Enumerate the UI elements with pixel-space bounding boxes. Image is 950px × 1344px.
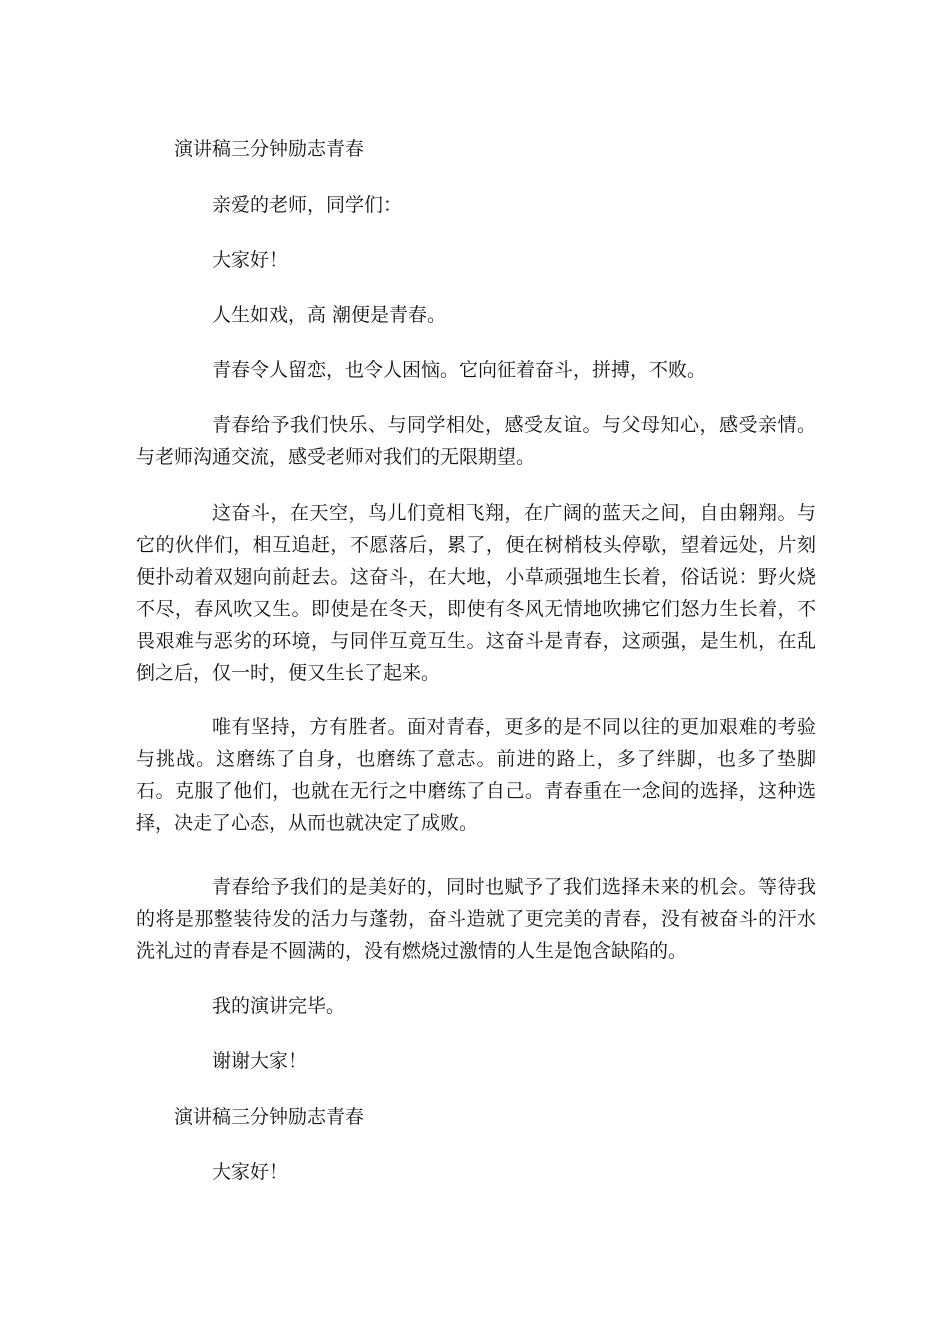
greeting-repeat: 大家好！ — [212, 1161, 289, 1183]
document-title-repeat: 演讲稿三分钟励志青春 — [174, 1106, 365, 1128]
paragraph-2: 青春令人留恋，也令人困恼。它向征着奋斗，拼搏，不败。 — [212, 359, 707, 381]
paragraph-1: 人生如戏，高 潮便是青春。 — [212, 304, 447, 326]
document-title: 演讲稿三分钟励志青春 — [174, 138, 365, 160]
thanks-line: 谢谢大家！ — [212, 1050, 308, 1072]
paragraph-5: 唯有坚持，方有胜者。面对青春，更多的是不同以往的更加艰难的考验与挑战。这磨练了自身，也磨练了意志。前进的路上，多了绊脚，也多了垫脚石。克服了他们，也就在无行之中磨练了自己。青春重在一念间的选择，这种选择，决走了心态，从而也就决定了成败。 — [136, 716, 816, 834]
paragraph-6: 青春给予我们的是美好的，同时也赋予了我们选择未来的机会。等待我的将是那整装待发的活力与蓬勃，奋斗造就了更完美的青春，没有被奋斗的汗水洗礼过的青春是不圆满的，没有燃烧过激情的人生是饱含缺陷的。 — [136, 876, 816, 962]
salutation: 亲爱的老师，同学们： — [212, 194, 403, 216]
paragraph-4: 这奋斗，在天空，鸟儿们竟相飞翔，在广阔的蓝天之间，自由翱翔。与它的伙伴们，相互追赶，不愿落后，累了，便在树梢枝头停歇，望着远处，片刻便扑动着双翅向前赶去。这奋斗，在大地，小草顽强地生长着，俗话说：野火烧不尽，春风吹又生。即使是在冬天，即使有冬风无情地吹拂它们怒力生长着，不畏艰难与恶劣的环境，与同伴互竟互生。这奋斗是青春，这顽强，是生机，在乱倒之后，仅一时，便又生长了起来。 — [136, 502, 816, 684]
paragraph-3: 青春给予我们快乐、与同学相处，感受友谊。与父母知心，感受亲情。与老师沟通交流，感受老师对我们的无限期望。 — [136, 414, 816, 468]
closing-line: 我的演讲完毕。 — [212, 995, 346, 1017]
greeting: 大家好！ — [212, 249, 289, 271]
